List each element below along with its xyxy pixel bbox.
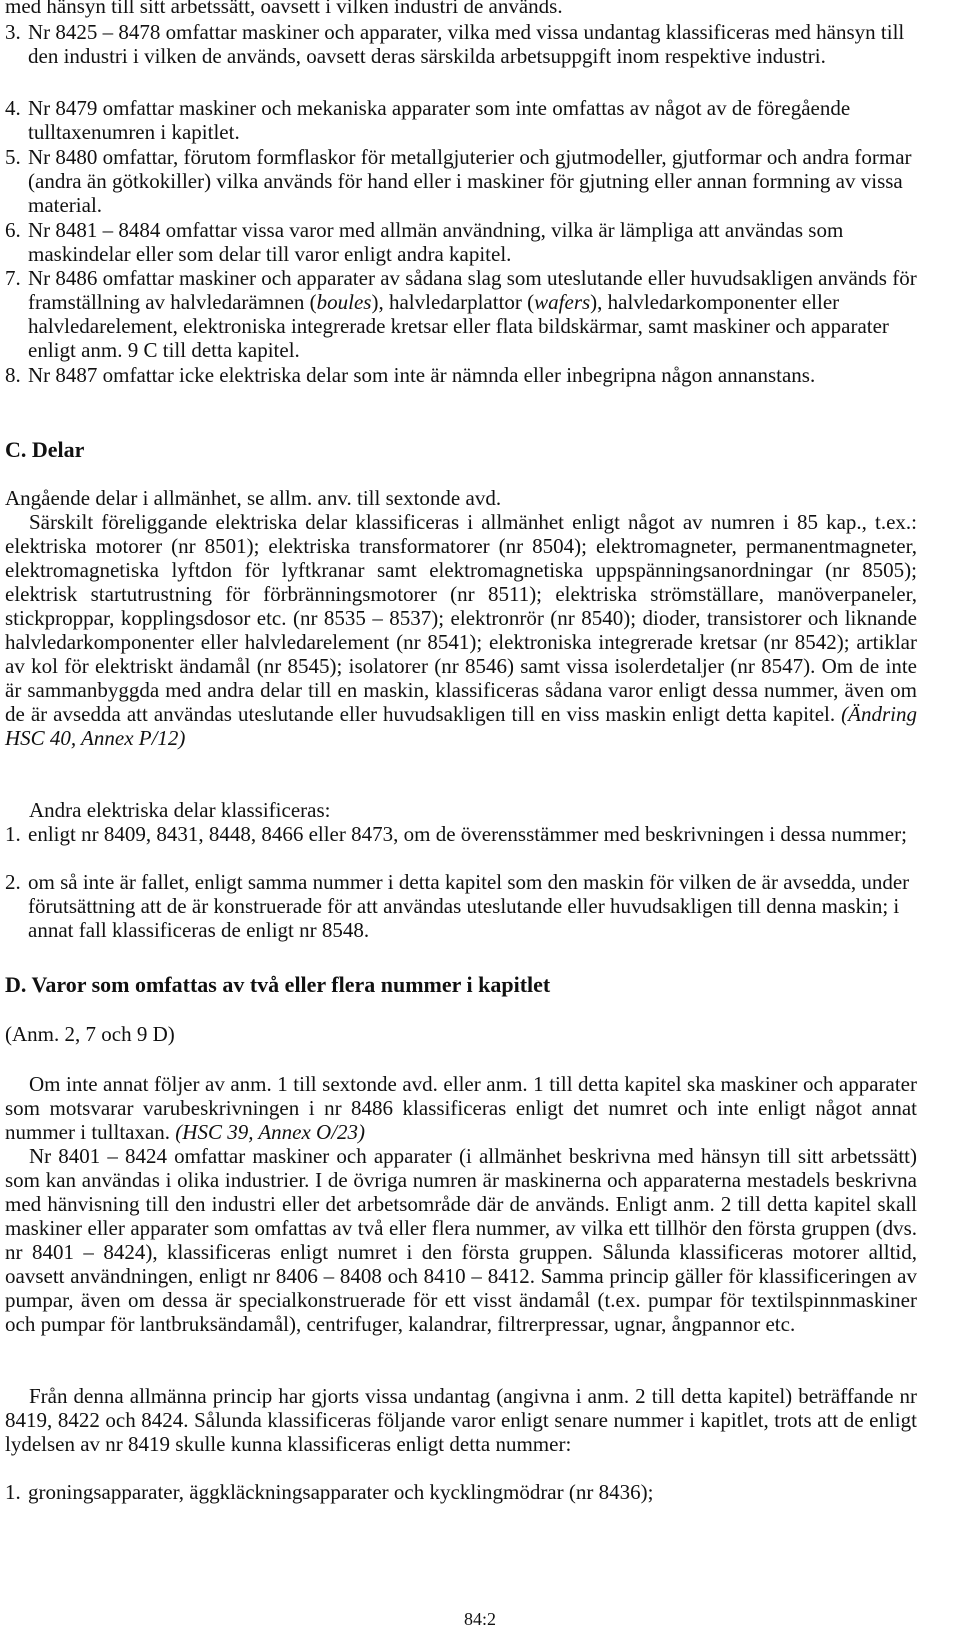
note-text: Nr 8480 omfattar, förutom formflaskor för metallgjuterier och gjutmodeller, gjutformar och andra formar (andra än götkokiller) vilka används för hand eller i maskiner för gjutning eller annan formning av vissa material. [28, 145, 912, 217]
section-d-paragraph-2: Nr 8401 – 8424 omfattar maskiner och apparater (i allmänhet beskrivna med hänsyn till sitt arbetssätt) som kan användas i olika industrier. I de övriga numren är maskinerna och apparaterna mestadels beskrivna med hänvisning till den industri eller det arbetsområde där de används. Enligt anm. 2 till detta kapitel skall maskiner eller apparater som omfattas av två eller flera nummer, av vilka ett tillhör den första gruppen (dvs. nr 8401 – 8424), klassificeras enligt numret i den första gruppen. Sålunda klassificeras motorer alltid, oavsett användningen, enligt nr 8406 – 8408 och 8410 – 8412. Samma princip gäller för klassificeringen av pumpar, även om dessa är specialkonstruerade för ett visst ändamål (t.ex. pumpar för textilspinnmaskiner och pumpar för lantbruksändamål), centrifuger, kalandrar, filtrerpressar, ugnar, ångpannor etc. [5, 1144, 917, 1336]
note-number: 5. [5, 145, 21, 169]
section-c-paragraph [5, 510, 917, 750]
section-d-paragraph-3: Från denna allmänna princip har gjorts vissa undantag (angivna i anm. 2 till detta kapitel) beträffande nr 8419, 8422 och 8424. Sålunda klassificeras följande varor enligt senare nummer i kapitlet, trots att de enligt lydelsen av nr 8419 skulle kunna klassificeras enligt detta nummer: [5, 1384, 917, 1456]
item-text: groningsapparater, äggkläckningsapparater och kycklingmödrar (nr 8436); [28, 1480, 654, 1504]
term-boules: boules [316, 290, 372, 314]
section-c-intro: Angående delar i allmänhet, se allm. anv. till sextonde avd. [5, 486, 502, 510]
note-text: Nr 8479 omfattar maskiner och mekaniska apparater som inte omfattas av något av de föregående tulltaxenumren i kapitlet. [28, 96, 851, 144]
note-text: Nr 8487 omfattar icke elektriska delar som inte är nämnda eller inbegripna någon annanstans. [28, 363, 816, 387]
section-d-heading: D. Varor som omfattas av två eller flera nummer i kapitlet [5, 972, 551, 997]
note-number: 3. [5, 20, 21, 44]
note-number: 6. [5, 218, 21, 242]
note-text-part: ), halvledarkomponenter eller halvledarelement, elektroniska integrerade kretsar eller flata bildskärmar, samt maskiner och apparater enligt anm. 9 C till detta kapitel. [28, 290, 889, 362]
note-number: 8. [5, 363, 21, 387]
note-text-part: ), halvledarplattor ( [371, 290, 535, 314]
note-text-part: Nr 8486 omfattar maskiner och apparater av sådana slag som uteslutande eller huvudsakligen används för framställning av halvledarämnen ( [28, 266, 917, 314]
note-text: Nr 8481 – 8484 omfattar vissa varor med allmän användning, vilka är lämpliga att användas som maskindelar eller som delar till varor enligt andra kapitel. [28, 218, 844, 266]
page-number: 84:2 [463, 1609, 496, 1629]
other-parts-intro: Andra elektriska delar klassificeras: [29, 798, 331, 822]
note-number: 4. [5, 96, 21, 120]
item-number: 2. [5, 870, 21, 894]
section-d-paragraph-1 [5, 1072, 917, 1144]
continued-text: med hänsyn till sitt arbetssätt, oavsett i vilken industri de används. [5, 0, 563, 18]
item-number: 1. [5, 1480, 21, 1504]
amendment-reference: (Ändring HSC 40, Annex P/12) [5, 702, 917, 750]
note-text: Nr 8425 – 8478 omfattar maskiner och apparater, vilka med vissa undantag klassificeras med hänsyn till den industri i vilken de används, oavsett deras särskilda arbetsuppgift inom respektive industri. [28, 20, 905, 68]
note-number: 7. [5, 266, 21, 290]
section-c-heading: C. Delar [5, 437, 85, 462]
paragraph-text: Särskilt föreliggande elektriska delar klassificeras i allmänhet enligt något av numren i 85 kap., t.ex.: elektriska motorer (nr 8501); elektriska transformatorer (nr 8504); elektromagneter, permanentmagneter, elektromagnetiska lyftdon för lyftkranar samt elektromagnetiska uppspänningsanordningar (nr 8505); elektrisk startutrustning för förbränningsmotorer (nr 8511); elektriska strömställare, manöverpaneler, stickproppar, kopplingsdosor etc. (nr 8535 – 8537); elektronrör (nr 8540); dioder, transistorer och liknande halvledarkomponenter eller halvledarelement (nr 8541); elektroniska integrerade kretsar (nr 8542); artiklar av kol för elektriskt ändamål (nr 8545); isolatorer (nr 8546) samt vissa isolerdetaljer (nr 8547). Om de inte är sammanbyggda med andra delar till en maskin, klassificeras sådana varor enligt dessa nummer, även om de är avsedda att användas uteslutande eller huvudsakligen till en viss maskin enligt detta kapitel. [5, 510, 917, 726]
item-text: enligt nr 8409, 8431, 8448, 8466 eller 8473, om de överensstämmer med beskrivningen i dessa nummer; [28, 822, 907, 846]
hsc-reference: (HSC 39, Annex O/23) [175, 1120, 366, 1144]
item-text: om så inte är fallet, enligt samma nummer i detta kapitel som den maskin för vilken de är avsedda, under förutsättning att de är konstruerade för att användas uteslutande eller huvudsakligen till denna maskin; i annat fall klassificeras de enligt nr 8548. [28, 870, 910, 942]
item-number: 1. [5, 822, 21, 846]
section-d-reference: (Anm. 2, 7 och 9 D) [5, 1022, 175, 1046]
term-wafers: wafers [534, 290, 591, 314]
note-text [28, 266, 928, 362]
paragraph-text: Om inte annat följer av anm. 1 till sextonde avd. eller anm. 1 till detta kapitel ska maskiner och apparater som motsvarar varubeskrivningen i nr 8486 klassificeras enligt det numret och inte enligt något annat nummer i tulltaxan. [5, 1072, 917, 1144]
